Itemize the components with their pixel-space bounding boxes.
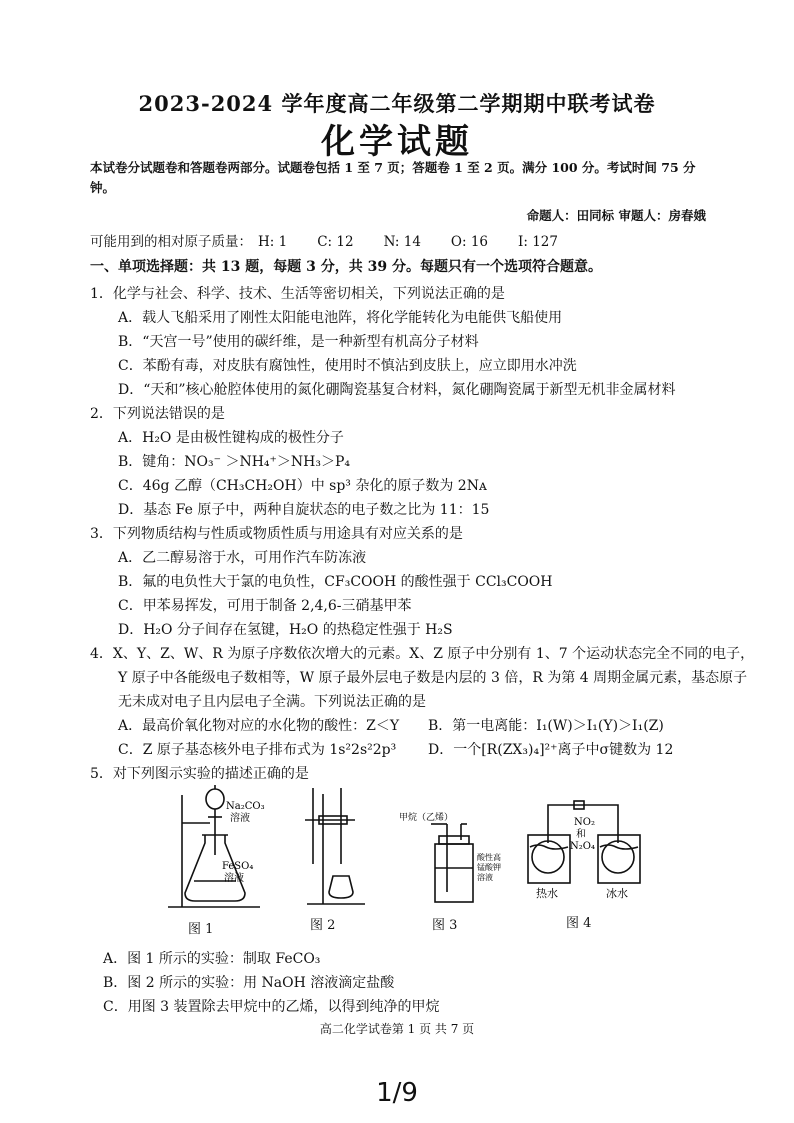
question-1-option-b: B．“天宫一号”使用的碳纤维，是一种新型有机高分子材料 [118,334,479,350]
mass-h: H: 1 [258,234,288,250]
question-3-option-d: D．H₂O 分子间存在氢键，H₂O 的热稳定性强于 H₂S [118,622,453,638]
question-5-stem: 5．对下列图示实验的描述正确的是 [90,766,309,782]
mass-c: C: 12 [317,234,354,250]
page-footer: 高二化学试卷第 1 页 共 7 页 [319,1022,475,1036]
fig1-label-feso4: FeSO₄ [222,861,254,872]
fig4-label-hot-water: 热水 [536,887,558,900]
figure-2-drawing [295,780,375,915]
question-4-option-c: C．Z 原子基态核外电子排布式为 1s²2s²2p³ [118,742,397,758]
question-4-option-d: D．一个[R(ZX₃)₄]²⁺离子中σ键数为 12 [428,742,674,758]
question-3-option-b: B．氟的电负性大于氯的电负性，CF₃COOH 的酸性强于 CCl₃COOH [118,574,553,590]
mass-o: O: 16 [450,234,489,250]
exam-instructions: 本试卷分试题卷和答题卷两部分。试题卷包括 1 至 7 页；答题卷 1 至 2 页。满分 100 分。考试时间 75 分钟。 [90,160,696,195]
question-2-option-a: A．H₂O 是由极性键构成的极性分子 [118,430,344,446]
fig4-label-no2: NO₂ [574,817,595,828]
question-1-option-a: A．载人飞船采用了刚性太阳能电池阵，将化学能转化为电能供飞船使用 [118,310,563,326]
figure-4-drawing [520,795,650,910]
fig3-label-gas: 甲烷（乙烯） [399,813,454,823]
fig1-label-solution-2: 溶液 [224,873,244,884]
fig3-label-3: 溶液 [477,873,493,882]
figure-1-caption: 图 1 [188,922,214,937]
question-3-option-a: A．乙二醇易溶于水，可用作汽车防冻液 [118,550,367,566]
question-4-line-3: 无未成对电子且内层电子全满。下列说法正确的是 [118,694,426,710]
question-4-line-2: Y 原子中各能级电子数相等，W 原子最外层电子数是内层的 3 倍，R 为第 4 周期金属元素，基态原子 [118,670,748,686]
fig1-label-solution-1: 溶液 [230,813,250,824]
fig3-label-2: 锰酸钾 [477,863,501,872]
fig4-label-n2o4: N₂O₄ [570,841,595,852]
question-3-option-c: C．甲苯易挥发，可用于制备 2,4,6-三硝基甲苯 [118,598,412,614]
figure-3-drawing [395,810,505,915]
mass-n: N: 14 [383,234,421,250]
section-heading: 一、单项选择题：共 13 题，每题 3 分，共 39 分。每题只有一个选项符合题意。 [90,259,602,275]
question-4-line-1: 4．X、Y、Z、W、R 为原子序数依次增大的元素。X、Z 原子中分别有 1、7 个运动状态完全不同的电子， [90,646,755,662]
question-4-option-b: B．第一电离能：I₁(W)＞I₁(Y)＞I₁(Z) [428,718,664,734]
author-line: 命题人：田同标 审题人：房春娥 [526,208,706,223]
question-5-option-b: B．图 2 所示的实验：用 NaOH 溶液滴定盐酸 [103,975,395,991]
figure-4-caption: 图 4 [566,916,592,931]
question-1-option-d: D．“天和”核心舱腔体使用的氮化硼陶瓷基复合材料，氮化硼陶瓷属于新型无机非金属材料 [118,382,676,398]
figure-2-caption: 图 2 [310,918,336,933]
question-5-option-c: C．用图 3 装置除去甲烷中的乙烯，以得到纯净的甲烷 [103,999,440,1015]
question-1-stem: 1．化学与社会、科学、技术、生活等密切相关，下列说法正确的是 [90,286,505,302]
question-2-option-b: B．键角：NO₃⁻ ＞NH₄⁺＞NH₃＞P₄ [118,454,351,470]
masses-label: 可能用到的相对原子质量： [90,234,252,250]
question-2-stem: 2．下列说法错误的是 [90,406,225,422]
question-5-option-a: A．图 1 所示的实验：制取 FeCO₃ [103,951,321,967]
question-3-stem: 3．下列物质结构与性质或物质性质与用途具有对应关系的是 [90,526,463,542]
fig4-label-ice-water: 冰水 [606,887,628,900]
page-indicator: 1/9 [376,1078,418,1108]
exam-title: 2023-2024 学年度高二年级第二学期期中联考试卷 [138,91,656,116]
figure-1-drawing [160,785,270,915]
question-2-option-c: C．46g 乙醇（CH₃CH₂OH）中 sp³ 杂化的原子数为 2Nᴀ [118,478,487,494]
question-2-option-d: D．基态 Fe 原子中，两种自旋状态的电子数之比为 11：15 [118,502,490,518]
question-4-option-a: A．最高价氧化物对应的水化物的酸性：Z＜Y [118,718,400,734]
fig1-label-na2co3: Na₂CO₃ [226,801,265,812]
fig3-label-1: 酸性高 [477,853,501,862]
atomic-masses [90,230,588,250]
question-1-option-c: C．苯酚有毒，对皮肤有腐蚀性，使用时不慎沾到皮肤上，应立即用水冲洗 [118,358,577,374]
fig4-label-and: 和 [576,829,586,840]
subject-title: 化学试题 [321,122,473,162]
mass-i: I: 127 [518,234,558,250]
figure-3-caption: 图 3 [432,918,458,933]
